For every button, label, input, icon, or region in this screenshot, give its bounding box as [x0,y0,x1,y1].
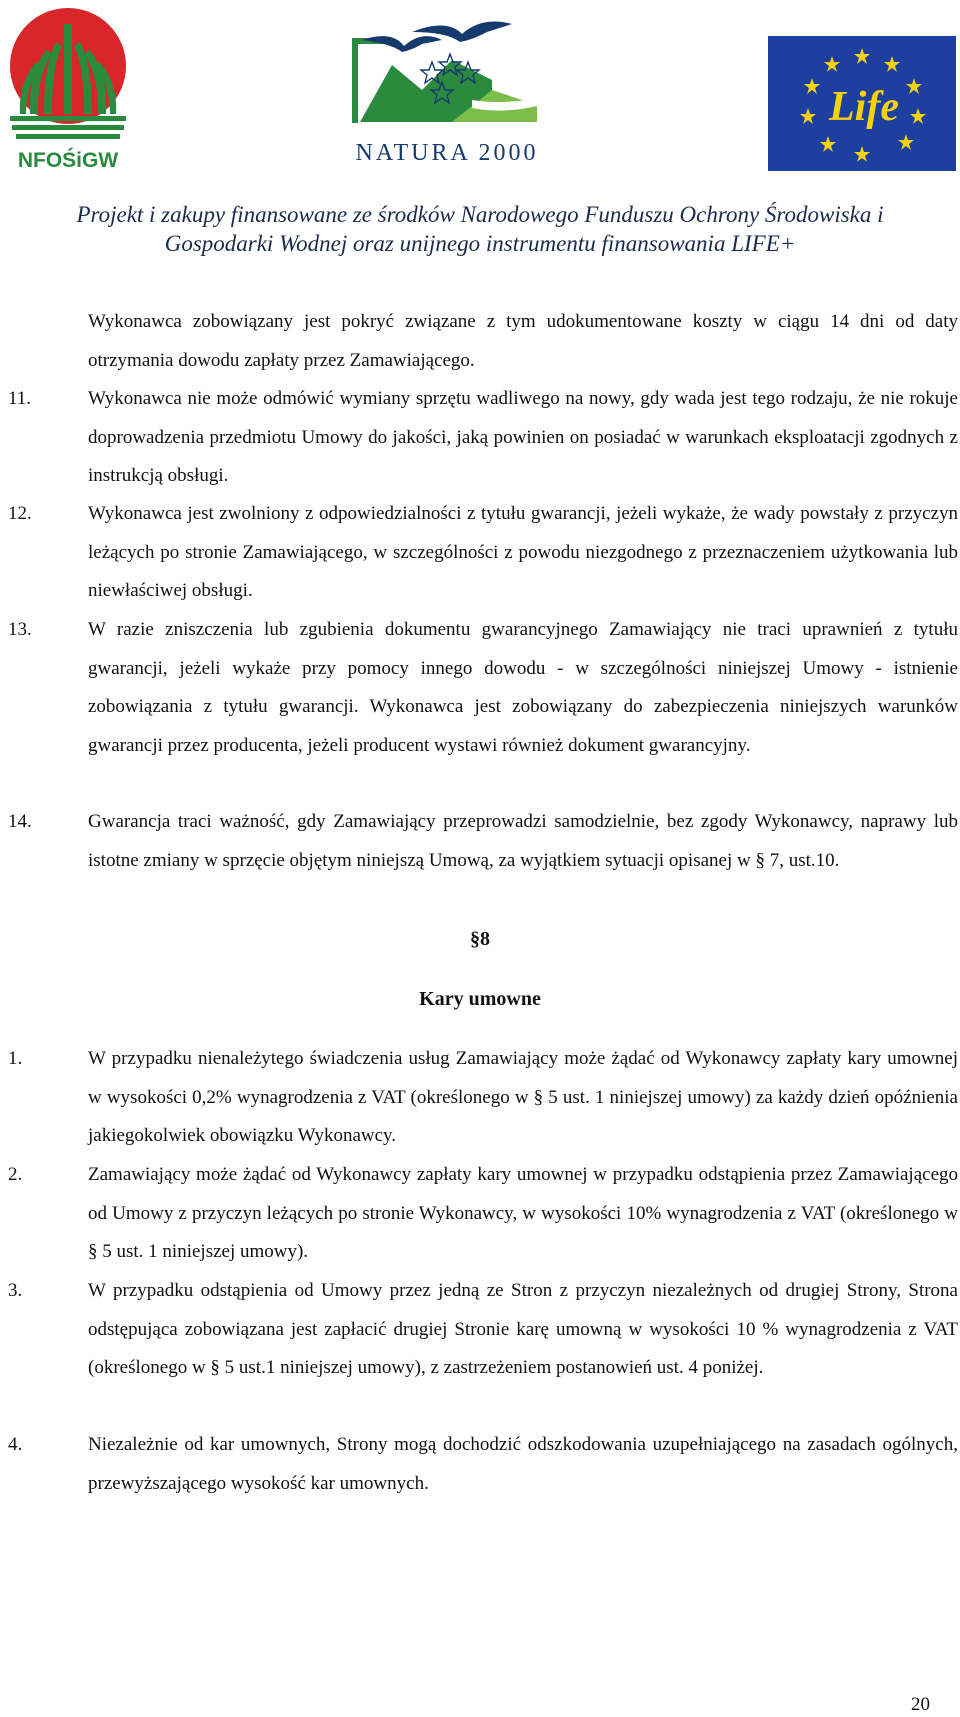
life-logo-text: Life [829,84,899,130]
clause-text: Wykonawca nie może odmówić wymiany sprzętu wadliwego na nowy, gdy wada jest tego rodzaju, że nie rokuje doprowadzenia przedmiotu Umowy do jakości, jaką powinien on posiadać w warunkach eksploatacji zgodnych z instrukcją obsługi. [88,388,958,486]
funding-header-line-2: Gospodarki Wodnej oraz unijnego instrumentu finansowania LIFE+ [164,231,796,256]
intro-text: Wykonawca zobowiązany jest pokryć związane z tym udokumentowane koszty w ciągu 14 dni od daty otrzymania dowodu zapłaty przez Zamawiającego. [88,311,958,371]
penalty-clause-1 [8,1040,958,1156]
nfosigw-logo-text: NFOŚiGW [17,149,119,172]
section-title: Kary umowne [419,988,541,1010]
natura-2000-logo [352,10,542,168]
clause-number: 2. [8,1164,23,1185]
clause-text: W przypadku odstąpienia od Umowy przez jedną ze Stron z przyczyn niezależnych od drugiej Strony, Strona odstępująca zobowiązana jest zapłacić drugiej Stronie karę umowną w wysokości 10 % wynagrodzenia z VAT (określonego w § 5 ust.1 niniejszej umowy), z zastrzeżeniem postanowień ust. 4 poniżej. [88,1280,958,1378]
funding-header [0,200,960,258]
clause-11 [8,380,958,496]
clause-number: 1. [8,1048,23,1069]
clause-text: Niezależnie od kar umownych, Strony mogą dochodzić odszkodowania uzupełniającego na zasadach ogólnych, przewyższającego wysokość kar umownych. [88,1434,958,1494]
clause-number: 11. [8,388,32,409]
page-number: 20 [911,1694,930,1715]
intro-paragraph [88,303,958,380]
penalty-clause-2 [8,1156,958,1272]
clause-text: Wykonawca jest zwolniony z odpowiedzialności z tytułu gwarancji, jeżeli wykaże, że wady powstały z przyczyn leżących po stronie Zamawiającego, w szczególności z powodu niezgodnego z przeznaczeniem użytkowania lub niewłaściwej obsługi. [88,503,958,601]
clause-13 [8,611,958,765]
clause-number: 14. [8,811,32,832]
clause-14 [8,803,958,880]
clause-text: W razie zniszczenia lub zgubienia dokumentu gwarancyjnego Zamawiający nie traci uprawnień z tytułu gwarancji, jeżeli wykaże przy pomocy innego dowodu - w szczególności niniejszej Umowy - istnienie zobowiązania z tytułu gwarancji. Wykonawca jest zobowiązany do zabezpieczenia niniejszych warunków gwarancji przez producenta, jeżeli producent wystawi również dokument gwarancyjny. [88,619,958,756]
life-logo [768,36,956,171]
clause-number: 13. [8,619,32,640]
clause-number: 4. [8,1434,23,1455]
penalty-clause-4 [8,1426,958,1503]
clause-text: Zamawiający może żądać od Wykonawcy zapłaty kary umownej w przypadku odstąpienia przez Zamawiającego od Umowy z przyczyn leżących po stronie Wykonawcy, w wysokości 10% wynagrodzenia z VAT (określonego w § 5 ust. 1 niniejszej umowy). [88,1164,958,1262]
clause-number: 12. [8,503,32,524]
clause-12 [8,495,958,611]
natura-2000-logo-text: NATURA 2000 [355,140,539,166]
penalty-clause-3 [8,1272,958,1388]
funding-header-line-1: Projekt i zakupy finansowane ze środków Narodowego Funduszu Ochrony Środowiska i [76,202,884,227]
clause-text: W przypadku nienależytego świadczenia usług Zamawiający może żądać od Wykonawcy zapłaty kary umownej w wysokości 0,2% wynagrodzenia z VAT (określonego w § 5 ust. 1 niniejszej umowy) za każdy dzień opóźnienia jakiegokolwiek obowiązku Wykonawcy. [88,1048,958,1146]
clause-text: Gwarancja traci ważność, gdy Zamawiający przeprowadzi samodzielnie, bez zgody Wykonawcy, naprawy lub istotne zmiany w sprzęcie objętym niniejszą Umową, za wyjątkiem sytuacji opisanej w § 7, ust.10. [88,811,958,871]
nfosigw-logo [6,4,131,174]
clause-number: 3. [8,1280,23,1301]
section-symbol: §8 [470,928,490,950]
